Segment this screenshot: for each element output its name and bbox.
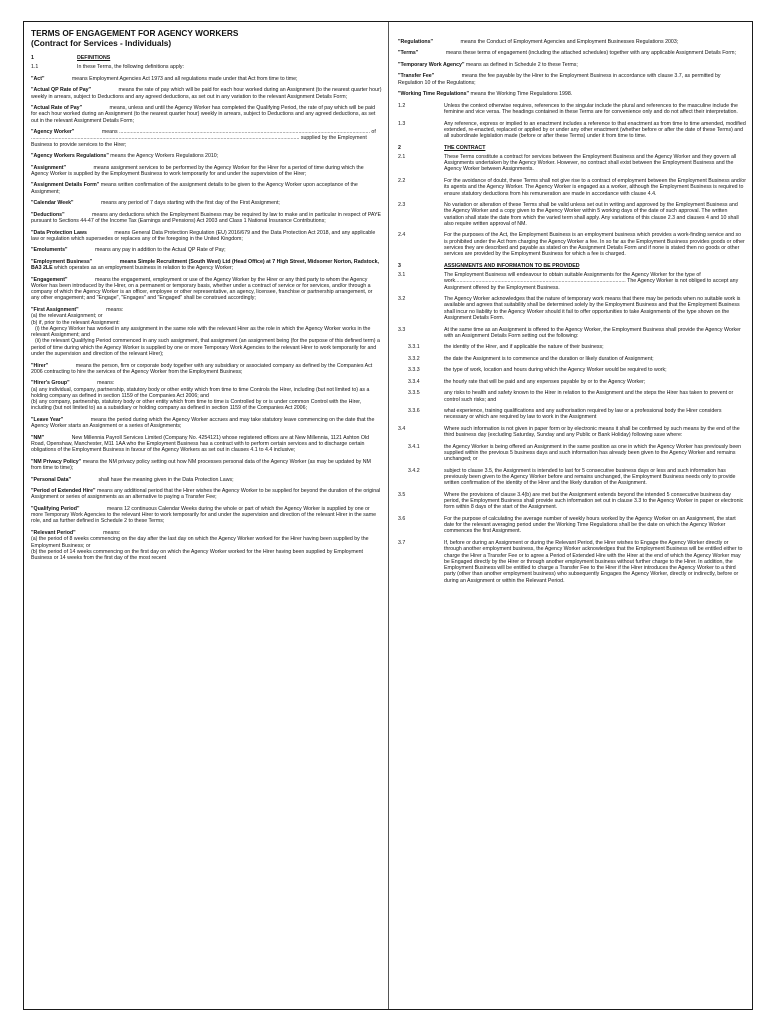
clause [398, 232, 746, 257]
subclause [408, 379, 746, 385]
definition-extended-hire [31, 488, 382, 501]
definition-first-assignment [31, 307, 382, 357]
definition-engagement [31, 277, 382, 302]
section-number: 3 [398, 262, 401, 269]
term: "Agency Workers Regulations" [31, 153, 109, 160]
subclause-number: 3.3.3 [408, 367, 420, 374]
definition-terms [398, 50, 746, 56]
subclause-number: 3.3.6 [408, 408, 420, 415]
definition-text: New Millennia Payroll Services Limited (Company No. 4254121) whose registered offices are at New Millennia, 1121 Ashton Old Road, Openshaw, Manchester, M11 1AA who the Employment Business has a contract with to perform certain services and to discharge certain obligations of the Employment Business in favour of the Agency Workers as set out in clauses 4.1 to 4.4 inclusive; [31, 434, 370, 454]
clause [398, 516, 746, 535]
definition-text: means ............................................................................................................................................................................ of ........................................................................................................................................................................................ supplied by the Employment Business to provide services to the Hirer; [31, 129, 376, 148]
left-column [31, 28, 382, 567]
clause [398, 327, 746, 340]
term: "Terms" [398, 50, 419, 57]
definition-text: means the engagement, employment or use of the Agency Worker by the Hirer or any third party to whom the Agency Worker has been introduced by the Hirer, on a permanent or temporary basis, whether under a contract of service or for services, and/or through a company of which the Agency Worker is an officer, employee or other representative, an agency, licensee, franchise or partnership arrangement, or any other engagement; and "Engage", "Engages" and "Engaged" shall be construed accordingly; [31, 276, 373, 302]
definition-text: means any deductions which the Employment Business may be required by law to make and in particular in respect of PAYE pursuant to Sections 44-47 of the Income Tax (Earnings and Pensions) Act 2003 and Class 1 National Insurance Contributions; [31, 211, 382, 225]
clause-number: 2.3 [398, 202, 406, 209]
definition-hirer [31, 363, 382, 376]
definition-nm-privacy [31, 459, 382, 472]
definition-qualifying-period [31, 506, 382, 525]
definition-line: (b) if, prior to the relevant Assignment: [31, 319, 120, 326]
column-divider [388, 22, 389, 1009]
section-title: ASSIGNMENTS AND INFORMATION TO BE PROVIDED [444, 262, 580, 269]
definition-dpl [31, 230, 382, 243]
term: "Hirer's Group" [31, 380, 70, 387]
clause-text: No variation or alteration of these Terms shall be valid unless set out in writing and approved by the Employment Business and the Agency Worker and a copy given to the Agency Worker within 5 working days of the date of such approval. The written variation shall state the date from which the varied term shall apply. Any variations of this clause 2.3 and clauses 4 and 10 shall also require written approval of NM. [444, 202, 739, 227]
definition-text: means any pay in addition to the Actual QP Rate of Pay; [94, 247, 226, 254]
definition-text: means the Agency Workers Regulations 2010; [110, 153, 219, 160]
term: "Relevant Period" [31, 529, 76, 536]
section-number: 1 [31, 55, 34, 61]
definition-text: means any additional period that the Hirer wishes the Agency Worker to be supplied for beyond the duration of the original Assignment or series of assignments as an alternative to paying a Transfer Fee; [31, 488, 381, 501]
definition-text: means assignment services to be performed by the Agency Worker for the Hirer for a period of time during which the Agency Worker is supplied by the Employment Business to work temporarily for and under the supervision of the Hirer; [31, 164, 364, 177]
term: "Personal Data" [31, 476, 71, 483]
term: "Assignment Details Form" [31, 182, 100, 189]
clause-number: 3.5 [398, 491, 406, 498]
section-heading [398, 263, 746, 269]
definition-text: means General Data Protection Regulation (EU) 2016/679 and the Data Protection Act 2018, and any applicable law or regulation which supersedes or replaces any of the foregoing in the United Kingdom; [31, 229, 376, 242]
definition-line: (b) any company, partnership, statutory body or other entity which from time to time is Controlled by or is under common Control with the Hirer, including (but not limited to) as a subsidiary or holding company as defined in section 1159 of the Companies Act 2006; [31, 399, 362, 412]
clause-text: Any reference, express or implied to an enactment includes a reference to that enactment as from time to time amended, modified extended, re-enacted, replaced or applied by or under any other enactment (whether before or after the date of these Terms) and all subordinate legislation made (before or after these Terms) under it from time to time. [444, 120, 746, 140]
term: "Agency Worker" [31, 129, 75, 136]
term: "Actual QP Rate of Pay" [31, 87, 92, 94]
section-title: THE CONTRACT [444, 144, 486, 151]
term: "NM" [31, 434, 45, 441]
subclause-text: subject to clause 3.5, the Assignment is intended to last for 5 consecutive business days or less and such information has previously been given to the Agency Worker before and remains unchanged, the Employment Business needs only to provide written confirmation of the identity of the Hirer and the likely duration of the Assignment. [444, 467, 736, 487]
document-subtitle: (Contract for Services - Individuals) [31, 38, 172, 48]
clause [398, 272, 746, 291]
document-page [23, 21, 753, 1010]
clause-number: 3.2 [398, 296, 406, 303]
term: "Qualifying Period" [31, 505, 80, 512]
section-number: 2 [398, 144, 401, 151]
definition-line: (a) any individual, company, partnership, statutory body or other entity which from time to time Controls the Hirer, including (but not limited to) as a holding company as defined in section 1159 of the Companies Act 2006; and [31, 386, 370, 399]
subclause-number: 3.3.4 [408, 378, 420, 385]
term: "Hirer" [31, 362, 49, 369]
definition-nm [31, 435, 382, 454]
clause-text: If, before or during an Assignment or during the Relevant Period, the Hirer wishes to Engage the Agency Worker directly or through another employment business, the Agency Worker acknowledges that the Employment Business will be entitled either to charge the Hirer a Transfer Fee or to agree a Period of Extended Hire with the Hirer at the end of which the Agency Worker may be Engaged directly by the Hirer or through another employment business without further charge to the Hirer. In addition, the Employment Business will be entitled to charge a Transfer Fee to the Hirer if the Hirer introduces the Agency Worker to a third party (other than another employment business) who subsequently Engages the Agency Worker, directly or indirectly, before or during an Assignment or within the Relevant Period. [444, 539, 743, 584]
term: "Period of Extended Hire" [31, 488, 96, 495]
definition-line: (a) the period of 8 weeks commencing on the day after the last day on which the Agency Worker worked for the Hirer having been supplied by the Employment Business; or [31, 536, 369, 549]
definition-hirers-group [31, 380, 382, 411]
subclause-number: 3.3.2 [408, 355, 420, 362]
clause-text: Where such information is not given in paper form or by electronic means it shall be confirmed by such means by the end of the third business day (excluding Saturday, Sunday and any Public or Bank Holiday) following save where: [444, 425, 740, 439]
clause [31, 64, 382, 70]
term: "Emoluments" [31, 247, 68, 254]
definition-text: means the Working Time Regulations 1998. [470, 91, 573, 98]
clause-text: Where the provisions of clause 3.4(b) are met but the Assignment extends beyond the intended 5 consecutive business day period, the Employment Business shall provide such information set out in clause 3.3 to the Agency Worker in paper or electronic form within 8 days of the start of the Assignment. [444, 491, 744, 511]
clause [398, 492, 746, 511]
term: "Deductions" [31, 211, 65, 218]
definition-text: means the person, firm or corporate body together with any subsidiary or associated company as defined by the Companies Act 2006 contracting to hire the services of the Agency Worker from the Employment Business; [31, 362, 373, 375]
section-heading [31, 55, 382, 61]
subclause [408, 367, 746, 373]
term: "Data Protection Laws [31, 229, 87, 236]
clause-text: For the purposes of the Act, the Employment Business is an employment business which provides a work-finding service and so is prohibited under the Act from charging the Agency Worker a fee. In so far as the Employment Business provides goods or other services they are described and payable as stated on the Assignment Details Form and if none is stated then no goods or other services are provided by the Employment Business for which a fee is charged. [444, 232, 745, 258]
definition-text: means the Conduct of Employment Agencies and Employment Businesses Regulations 2003; [460, 39, 679, 45]
definition-actual-rate [31, 105, 382, 124]
clause-number: 3.6 [398, 515, 406, 522]
document-title: TERMS OF ENGAGEMENT FOR AGENCY WORKERS [31, 28, 239, 38]
clause [398, 202, 746, 227]
term: "Leave Year" [31, 416, 64, 423]
definition-text: means: [97, 380, 115, 387]
definition-text: means the fee payable by the Hirer to the Employment Business in accordance with clause 3.7, as permitted by Regulation 10 of the Regulations; [398, 73, 721, 86]
definition-text: means Employment Agencies Act 1973 and all regulations made under that Act from time to time; [71, 75, 298, 82]
definition-transfer-fee [398, 73, 746, 86]
clause-number: 3.3 [398, 326, 406, 333]
clause-number: 3.7 [398, 539, 406, 546]
clause-text: For the purpose of calculating the average number of weekly hours worked by the Agency Worker on an Assignment, the start date for the relevant averaging period under the Working Time Regulations shall be the date on which the Agency Worker commences the first Assignment. [444, 515, 736, 535]
definition-line: (a) the relevant Assignment; or [31, 313, 103, 320]
clause-number: 1.3 [398, 120, 406, 127]
definition-text: means, unless and until the Agency Worker has completed the Qualifying Period, the rate of pay which will be paid for each hour worked during an Assignment (to the nearest quarter hour) weekly in arrears, subject to Deductions and any agreed deductions, as set out in the relevant Assignment Details Form; [31, 105, 376, 124]
term: "Assignment" [31, 164, 67, 171]
term: "Working Time Regulations" [398, 91, 470, 98]
clause-number: 1.1 [31, 64, 39, 71]
subclause [408, 344, 746, 350]
clause [398, 296, 746, 321]
clause-text: Unless the context otherwise requires, references to the singular include the plural and references to the masculine include the feminine and vice versa. The headings contained in these Terms are for convenience only and do not affect their interpretation. [444, 102, 738, 116]
definition-calendar-week [31, 200, 382, 206]
clause-number: 1.2 [398, 102, 406, 109]
clause-text: These Terms constitute a contract for services between the Employment Business and the Agency Worker and they govern all Assignments undertaken by the Agency Worker. However, no contract shall exist between the Employment Business and the Agency Worker between Assignments. [444, 153, 737, 173]
definition-wtr [398, 91, 746, 97]
definition-text-bold: means Simple Recruitment (South West) Ltd (Head Office) at 7 High Street, Midsomer Norton, Radstock, BA3 2LE [31, 258, 379, 272]
subclause-number: 3.3.1 [408, 344, 420, 351]
subclause-text: the type of work, location and hours during which the Agency Worker would be required to work; [444, 367, 667, 374]
term: "NM Privacy Policy" [31, 458, 82, 465]
definition-personal-data [31, 477, 382, 483]
clause-text: The Employment Business will endeavour to obtain suitable Assignments for the Agency Worker for the type of work..................................................................................................................... The Agency Worker is not obliged to accept any Assignment offered by the Employment Business. [444, 272, 739, 291]
definition-awr [31, 153, 382, 159]
definition-regulations [398, 39, 746, 45]
clause-text: For the avoidance of doubt, these Terms shall not give rise to a contract of employment between the Employment Business and/or its agents and the Agency Worker. The Agency Worker is engaged as a worker, although the Employment Business is required to ensure statutory deductions from his remuneration are made in accordance with clause 4.4. [444, 177, 746, 197]
term: "Temporary Work Agency" [398, 61, 465, 68]
definition-twa [398, 62, 746, 68]
clause-number: 2.4 [398, 232, 406, 239]
definition-adf [31, 182, 382, 195]
clause [398, 154, 746, 173]
term: "Calendar Week" [31, 200, 74, 207]
definition-text: shall have the meaning given in the Data Protection Laws; [98, 476, 234, 483]
clause [398, 121, 746, 140]
definition-line: (ii) the relevant Qualifying Period commenced in any such assignment, that assignment (an assignment being (for the purpose of this defined term) a period of time during which the Agency Worker is supplied by one or more Temporary Work Agencies to the relevant Hirer to work temporarily for and under the supervision and direction of the relevant Hirer); [31, 338, 380, 358]
definition-assignment [31, 165, 382, 178]
subclause-text: the hourly rate that will be paid and any expenses payable by or to the Agency Worker; [444, 378, 646, 385]
definition-text: means 12 continuous Calendar Weeks during the whole or part of which the Agency Worker is supplied by one or more Temporary Work Agencies to the relevant Hirer to work temporarily for and under the supervision and direction of the relevant Hirer in the same role, and as further defined in Schedule 2 to these Terms; [31, 505, 377, 525]
section-title: DEFINITIONS [77, 55, 111, 61]
subclause-text: the Agency Worker is being offered an Assignment in the same position as one in which the Agency Worker has previously been supplied within the previous 5 business days and such information has already been given to the Agency Worker and remains unchanged; or [444, 443, 742, 463]
subclause-number: 3.4.2 [408, 467, 420, 474]
definition-line: (b) the period of 14 weeks commencing on the first day on which the Agency Worker worked for the Hirer having been supplied by Employment Business or 14 weeks from the first day of the most recent [31, 548, 363, 562]
clause [398, 103, 746, 116]
definition-text: means written confirmation of the assignment details to be given to the Agency Worker upon acceptance of the Assignment; [31, 182, 358, 195]
subclause-number: 3.3.5 [408, 390, 420, 397]
clause-number: 2.2 [398, 177, 406, 184]
clause-text: In these Terms, the following definitions apply: [77, 64, 185, 71]
definition-text: means the NM privacy policy setting out how NM processes personal data of the Agency Worker (as may be updated by NM from time to time); [31, 458, 371, 472]
subclause-text: the identity of the Hirer, and if applicable the nature of their business; [444, 344, 604, 351]
definition-act [31, 76, 382, 82]
definition-agency-worker [31, 129, 382, 148]
term: "Transfer Fee" [398, 73, 435, 80]
definition-text: means any period of 7 days starting with the first day of the First Assignment; [101, 200, 280, 207]
subclause-text: what experience, training qualifications and any authorisation required by law or a professional body the Hirer considers necessary or which are required by law to work in the Assignment [444, 408, 722, 421]
definition-text: means: [106, 306, 124, 313]
definition-deductions [31, 212, 382, 225]
subclause [408, 408, 746, 421]
subclause [408, 468, 746, 487]
definition-text: means: [103, 529, 121, 536]
term: "Act" [31, 75, 45, 82]
subclause [408, 444, 746, 463]
clause [398, 426, 746, 439]
definition-text: means these terms of engagement (including the attached schedules) together with any applicable Assignment Details Form; [445, 50, 736, 57]
definition-leave-year [31, 417, 382, 430]
section-heading [398, 145, 746, 151]
term: "Actual Rate of Pay" [31, 105, 83, 112]
subclause-text: the date the Assignment is to commence and the duration or likely duration of Assignment; [444, 355, 654, 362]
definition-text: means the rate of pay which will be paid for each hour worked during an Assignment (to the nearest quarter hour) weekly in arrears, subject to Deductions and any agreed deductions, as set out in any variation to the relevant Assignment Details Form; [31, 87, 382, 100]
right-column [398, 39, 746, 589]
definition-text: means as defined in Schedule 2 to these Terms; [465, 61, 578, 68]
clause [398, 178, 746, 197]
term: "Regulations" [398, 39, 434, 45]
subclause [408, 390, 746, 403]
definition-employment-business [31, 259, 382, 272]
definition-actual-qp-rate [31, 87, 382, 100]
term: "Engagement" [31, 276, 68, 283]
definition-text: which operates as an employment business in relation to the Agency Worker; [52, 265, 234, 272]
clause-number: 3.1 [398, 272, 406, 279]
clause-number: 3.4 [398, 425, 406, 432]
definition-emoluments [31, 247, 382, 253]
subclause-number: 3.4.1 [408, 443, 420, 450]
subclause-text: any risks to health and safety known to the Hirer in relation to the Assignment and the steps the Hirer has taken to prevent or control such risks; and [444, 390, 734, 403]
definition-text: means the period during which the Agency Worker accrues and may take statutory leave commencing on the date that the Agency Worker starts an Assignment or a series of Assignments; [31, 416, 375, 430]
term: "Employment Business" [31, 258, 93, 265]
clause-text: At the same time as an Assignment is offered to the Agency Worker, the Employment Business shall provide the Agency Worker with an Assignment Details Form setting out the following: [444, 326, 741, 339]
clause-text: The Agency Worker acknowledges that the nature of temporary work means that there may be periods when no suitable work is available and agrees that suitability shall be determined solely by the Employment Business and that the Employment Business shall incur no liability to the Agency Worker should it fail to offer opportunities to take Assignments of the type shown on the Assignment Details Form. [444, 296, 741, 322]
clause-number: 2.1 [398, 153, 406, 160]
subclause [408, 356, 746, 362]
clause [398, 540, 746, 584]
term: "First Assignment" [31, 306, 79, 313]
definition-relevant-period [31, 530, 382, 561]
definition-line: (i) the Agency Worker has worked in any assignment in the same role with the relevant Hirer as the role in which the Agency Worker works in the relevant Assignment; and [31, 325, 371, 339]
